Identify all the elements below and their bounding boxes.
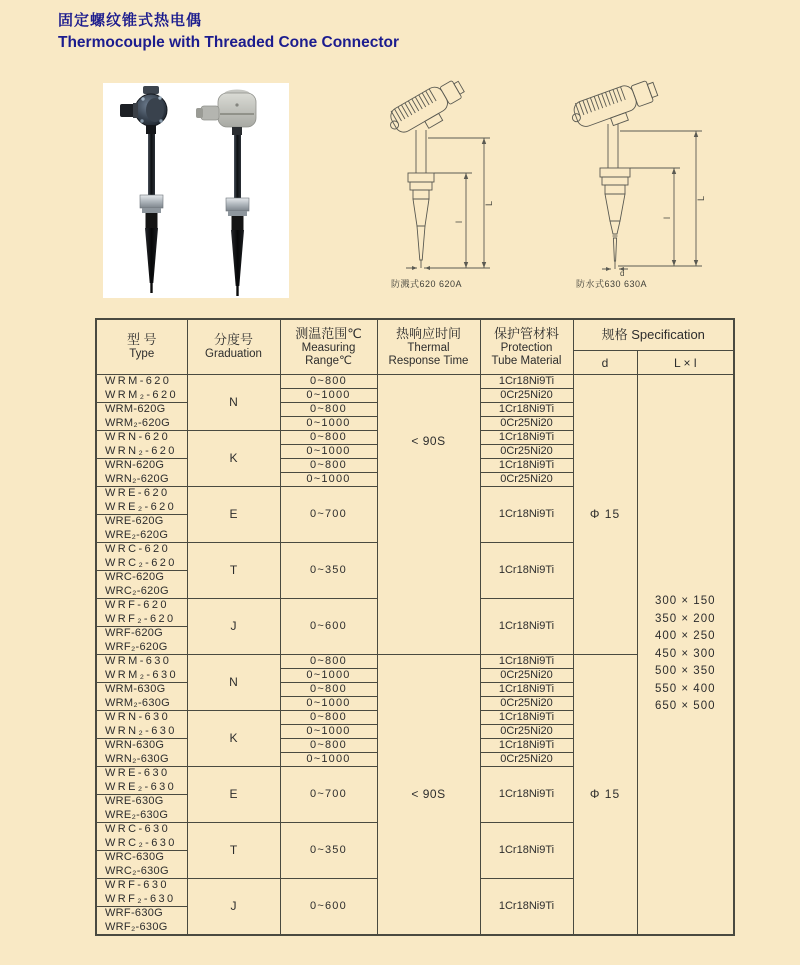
material-cell: 1Cr18Ni9Ti [480, 767, 573, 823]
material-cell: 0Cr25Ni20 [480, 669, 573, 683]
graduation-cell: E [187, 487, 280, 543]
model-cell: WRF-620G [96, 627, 187, 641]
model-cell: WRM₂-620G [96, 417, 187, 431]
model-cell: WRC-630G [96, 851, 187, 865]
model-cell: WRF₂-630 [96, 893, 187, 907]
model-cell: WRE-620G [96, 515, 187, 529]
model-cell: WRC₂-620G [96, 585, 187, 599]
material-cell: 0Cr25Ni20 [480, 697, 573, 711]
range-cell: 0~1000 [280, 417, 377, 431]
range-cell: 0~800 [280, 683, 377, 697]
page-title-en: Thermocouple with Threaded Cone Connector [58, 34, 400, 51]
threaded-section [232, 216, 244, 230]
taper-outline [413, 199, 429, 226]
material-cell: 1Cr18Ni9Ti [480, 879, 573, 935]
model-cell: WRE₂-630 [96, 781, 187, 795]
drawing-630 [566, 76, 731, 276]
model-cell: WRM₂-630 [96, 669, 187, 683]
col-header-response: 热响应时间 Thermal Response Time [377, 319, 480, 375]
model-cell: WRN-620 [96, 431, 187, 445]
hex-nut [140, 195, 163, 213]
model-cell: WRN₂-620G [96, 473, 187, 487]
material-cell: 1Cr18Ni9Ti [480, 487, 573, 543]
terminal-head-outline [384, 78, 471, 144]
diameter-cell: Φ 15 [573, 375, 637, 655]
material-cell: 1Cr18Ni9Ti [480, 459, 573, 473]
col-header-graduation: 分度号 Graduation [187, 319, 280, 375]
cone-lower-outline [613, 238, 616, 261]
dim-label-l: l [454, 221, 464, 223]
lxl-value: 300 × 150 [655, 595, 716, 607]
threaded-section [146, 213, 158, 228]
response-time-cell: < 90S [377, 655, 480, 935]
col-header-range: 测温范围℃ Measuring Range℃ [280, 319, 377, 375]
taper-cone [145, 228, 158, 283]
model-cell: WRC₂-630 [96, 837, 187, 851]
material-cell: 1Cr18Ni9Ti [480, 599, 573, 655]
model-cell: WRN₂-630 [96, 725, 187, 739]
lxl-value: 650 × 500 [655, 700, 716, 712]
graduation-cell: T [187, 823, 280, 879]
model-cell: WRM₂-620 [96, 389, 187, 403]
material-cell: 0Cr25Ni20 [480, 445, 573, 459]
drawing-620 [372, 78, 517, 276]
graduation-cell: E [187, 767, 280, 823]
range-cell: 0~800 [280, 459, 377, 473]
lxl-value: 400 × 250 [655, 630, 716, 642]
material-cell: 0Cr25Ni20 [480, 473, 573, 487]
model-cell: WRM-630 [96, 655, 187, 669]
table-row [96, 375, 734, 389]
head-neck [146, 125, 156, 134]
spec-table-header [96, 319, 734, 375]
range-cell: 0~1000 [280, 697, 377, 711]
taper-outline [605, 194, 625, 221]
range-cell: 0~700 [280, 487, 377, 543]
graduation-cell: J [187, 879, 280, 935]
model-cell: WRM₂-630G [96, 697, 187, 711]
union-outline [408, 173, 434, 199]
col-header-material: 保护管材料 Protection Tube Material [480, 319, 573, 375]
stem [148, 134, 155, 195]
model-cell: WRE₂-620G [96, 529, 187, 543]
range-cell: 0~1000 [280, 725, 377, 739]
tip-rod [150, 283, 152, 293]
material-cell: 1Cr18Ni9Ti [480, 375, 573, 389]
dim-label-d: d [620, 269, 625, 276]
material-cell: 0Cr25Ni20 [480, 753, 573, 767]
model-cell: WRF₂-630G [96, 921, 187, 935]
model-cell: WRE-630G [96, 795, 187, 809]
model-cell: WRM-620G [96, 403, 187, 417]
range-cell: 0~600 [280, 879, 377, 935]
graduation-cell: N [187, 655, 280, 711]
stem-outline [416, 130, 426, 173]
drawing-630-caption: 防水式630 630A [576, 279, 648, 289]
range-cell: 0~800 [280, 655, 377, 669]
range-cell: 0~700 [280, 767, 377, 823]
col-header-specification: 规格 Specification [573, 319, 734, 351]
graduation-cell: K [187, 711, 280, 767]
range-cell: 0~1000 [280, 753, 377, 767]
graduation-cell: J [187, 599, 280, 655]
model-cell: WRE-620 [96, 487, 187, 501]
lxl-value: 450 × 300 [655, 647, 716, 660]
model-cell: WRM-630G [96, 683, 187, 697]
product-photo-panel [103, 83, 289, 298]
stem-outline [608, 124, 618, 168]
model-cell: WRN-620G [96, 459, 187, 473]
page-header [58, 9, 399, 52]
range-cell: 0~1000 [280, 445, 377, 459]
thermocouple-photo-gray-head [191, 83, 283, 297]
model-cell: WRM-620 [96, 375, 187, 389]
range-cell: 0~800 [280, 431, 377, 445]
model-cell: WRC-630 [96, 823, 187, 837]
lxl-value: 500 × 350 [655, 665, 716, 677]
model-cell: WRC-620 [96, 543, 187, 557]
range-cell: 0~800 [280, 739, 377, 753]
model-cell: WRF-620 [96, 599, 187, 613]
model-cell: WRF-630 [96, 879, 187, 893]
union-outline [600, 168, 630, 194]
graduation-cell: N [187, 375, 280, 431]
spec-table-body [96, 375, 734, 935]
range-cell: 0~800 [280, 711, 377, 725]
model-cell: WRE₂-620 [96, 501, 187, 515]
model-cell: WRC-620G [96, 571, 187, 585]
material-cell: 0Cr25Ni20 [480, 389, 573, 403]
model-cell: WRN-630 [96, 711, 187, 725]
model-cell: WRF₂-620G [96, 641, 187, 655]
material-cell: 1Cr18Ni9Ti [480, 431, 573, 445]
model-cell: WRN₂-620 [96, 445, 187, 459]
model-cell: WRF₂-620 [96, 613, 187, 627]
range-cell: 0~350 [280, 823, 377, 879]
lxl-cell [637, 375, 734, 935]
lxl-list [638, 593, 734, 716]
spec-table [95, 318, 735, 936]
dim-label-L: L [696, 195, 706, 201]
material-cell: 1Cr18Ni9Ti [480, 543, 573, 599]
head-neck [232, 127, 242, 135]
range-cell: 0~1000 [280, 389, 377, 403]
col-header-type: 型 号 Type [96, 319, 187, 375]
material-cell: 1Cr18Ni9Ti [480, 823, 573, 879]
lxl-value: 350 × 200 [655, 612, 716, 625]
graduation-cell: T [187, 543, 280, 599]
range-cell: 0~1000 [280, 473, 377, 487]
model-cell: WRC₂-620 [96, 557, 187, 571]
material-cell: 1Cr18Ni9Ti [480, 403, 573, 417]
stem [234, 135, 241, 198]
model-cell: WRN-630G [96, 739, 187, 753]
range-cell: 0~1000 [280, 669, 377, 683]
dim-label-L: L [484, 200, 494, 206]
material-cell: 1Cr18Ni9Ti [480, 683, 573, 697]
thermocouple-photo-dark-head [109, 83, 199, 295]
material-cell: 0Cr25Ni20 [480, 417, 573, 431]
dim-label-l: l [662, 217, 672, 219]
model-cell: WRE-630 [96, 767, 187, 781]
hex-nut [226, 198, 249, 216]
cone-upper-outline [610, 221, 620, 234]
col-header-lxl: L × l [637, 351, 734, 375]
terminal-head-outline [568, 76, 662, 138]
diameter-cell: Φ 15 [573, 655, 637, 935]
drawing-620-caption: 防溅式620 620A [391, 279, 463, 289]
graduation-cell: K [187, 431, 280, 487]
material-cell: 1Cr18Ni9Ti [480, 711, 573, 725]
range-cell: 0~600 [280, 599, 377, 655]
model-cell: WRC₂-630G [96, 865, 187, 879]
range-cell: 0~800 [280, 403, 377, 417]
material-cell: 1Cr18Ni9Ti [480, 739, 573, 753]
head-gray [196, 90, 256, 128]
cone-outline [417, 226, 425, 260]
response-time-cell: < 90S [377, 375, 480, 655]
head-dark [120, 86, 167, 126]
model-cell: WRE₂-630G [96, 809, 187, 823]
col-header-d: d [573, 351, 637, 375]
range-cell: 0~350 [280, 543, 377, 599]
model-cell: WRN₂-630G [96, 753, 187, 767]
taper-cone [231, 230, 244, 286]
material-cell: 0Cr25Ni20 [480, 725, 573, 739]
range-cell: 0~800 [280, 375, 377, 389]
page-title-zh: 固定螺纹锥式热电偶 [58, 12, 203, 29]
lxl-value: 550 × 400 [655, 682, 716, 695]
model-cell: WRF-630G [96, 907, 187, 921]
tip-rod [236, 286, 238, 296]
material-cell: 1Cr18Ni9Ti [480, 655, 573, 669]
